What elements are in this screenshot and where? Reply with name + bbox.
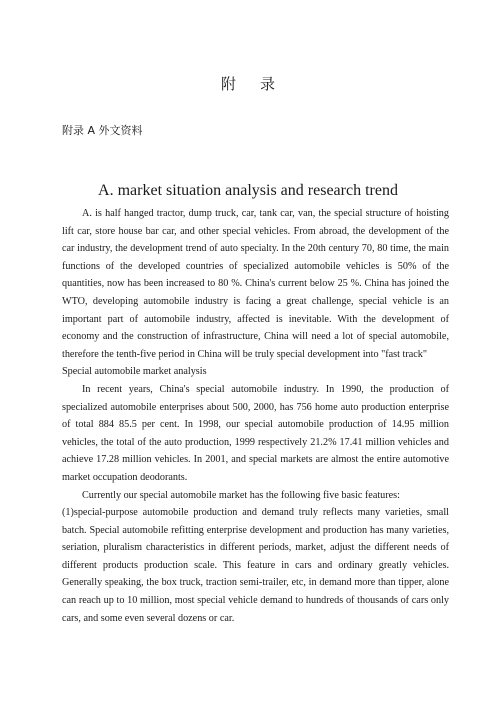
document-body (62, 205, 449, 627)
paragraph-market: In recent years, China's special automobile industry. In 1990, the production of specialized automobile enterprises about 500, 2000, has 756 home auto production enterprise of total 884 85.5 per cent. In 1998, our special automobile production of 14.95 million vehicles, the total of the auto production, 1999 respectively 21.2% 17.41 million vehicles and achieve 17.28 million vehicles. In 2001, and special markets are almost the entire automotive market occupation deodorants. (62, 383, 449, 483)
paragraph-intro: A. is half hanged tractor, dump truck, car, tank car, van, the special structure of hoisting lift car, store house bar car, and other special vehicles. From abroad, the development of the car industry, the development trend of auto specialty. In the 20th century 70, 80 time, the main functions of the developed countries of specialized automobile vehicles is 50% of the quantities, now has been increased to 80 %. China's current below 25 %. China has joined the WTO, developing automobile industry is facing a great challenge, special vehicle is an important part of automobile industry, affected is inevitable. With the development of economy and the construction of infrastructure, China will need a lot of special automobile, therefore the tenth-five period in China will be truly special development into "fast track" (62, 208, 449, 360)
paragraph-feature-1: (1)special-purpose automobile production and demand truly reflects many varieties, small batch. Special automobile refitting enterprise development and production has many varieties, seriation, pluralism characteristics in different periods, market, adjust the different needs of different products production scale. This feature in cars and ordinary greatly vehicles. Generally speaking, the box truck, traction semi-trailer, etc, in demand more than tipper, alone can reach up to 10 million, most special vehicle demand to hundreds of thousands of cars only cars, and some even several dozens or car. (62, 507, 449, 624)
document-title: A. market situation analysis and research trend (98, 182, 398, 199)
section-heading: Special automobile market analysis (62, 366, 207, 378)
appendix-title: 附录 (220, 75, 299, 93)
paragraph-features-intro: Currently our special automobile market has the following five basic features: (82, 489, 400, 501)
appendix-subtitle: 附录 A 外文资料 (62, 124, 143, 137)
